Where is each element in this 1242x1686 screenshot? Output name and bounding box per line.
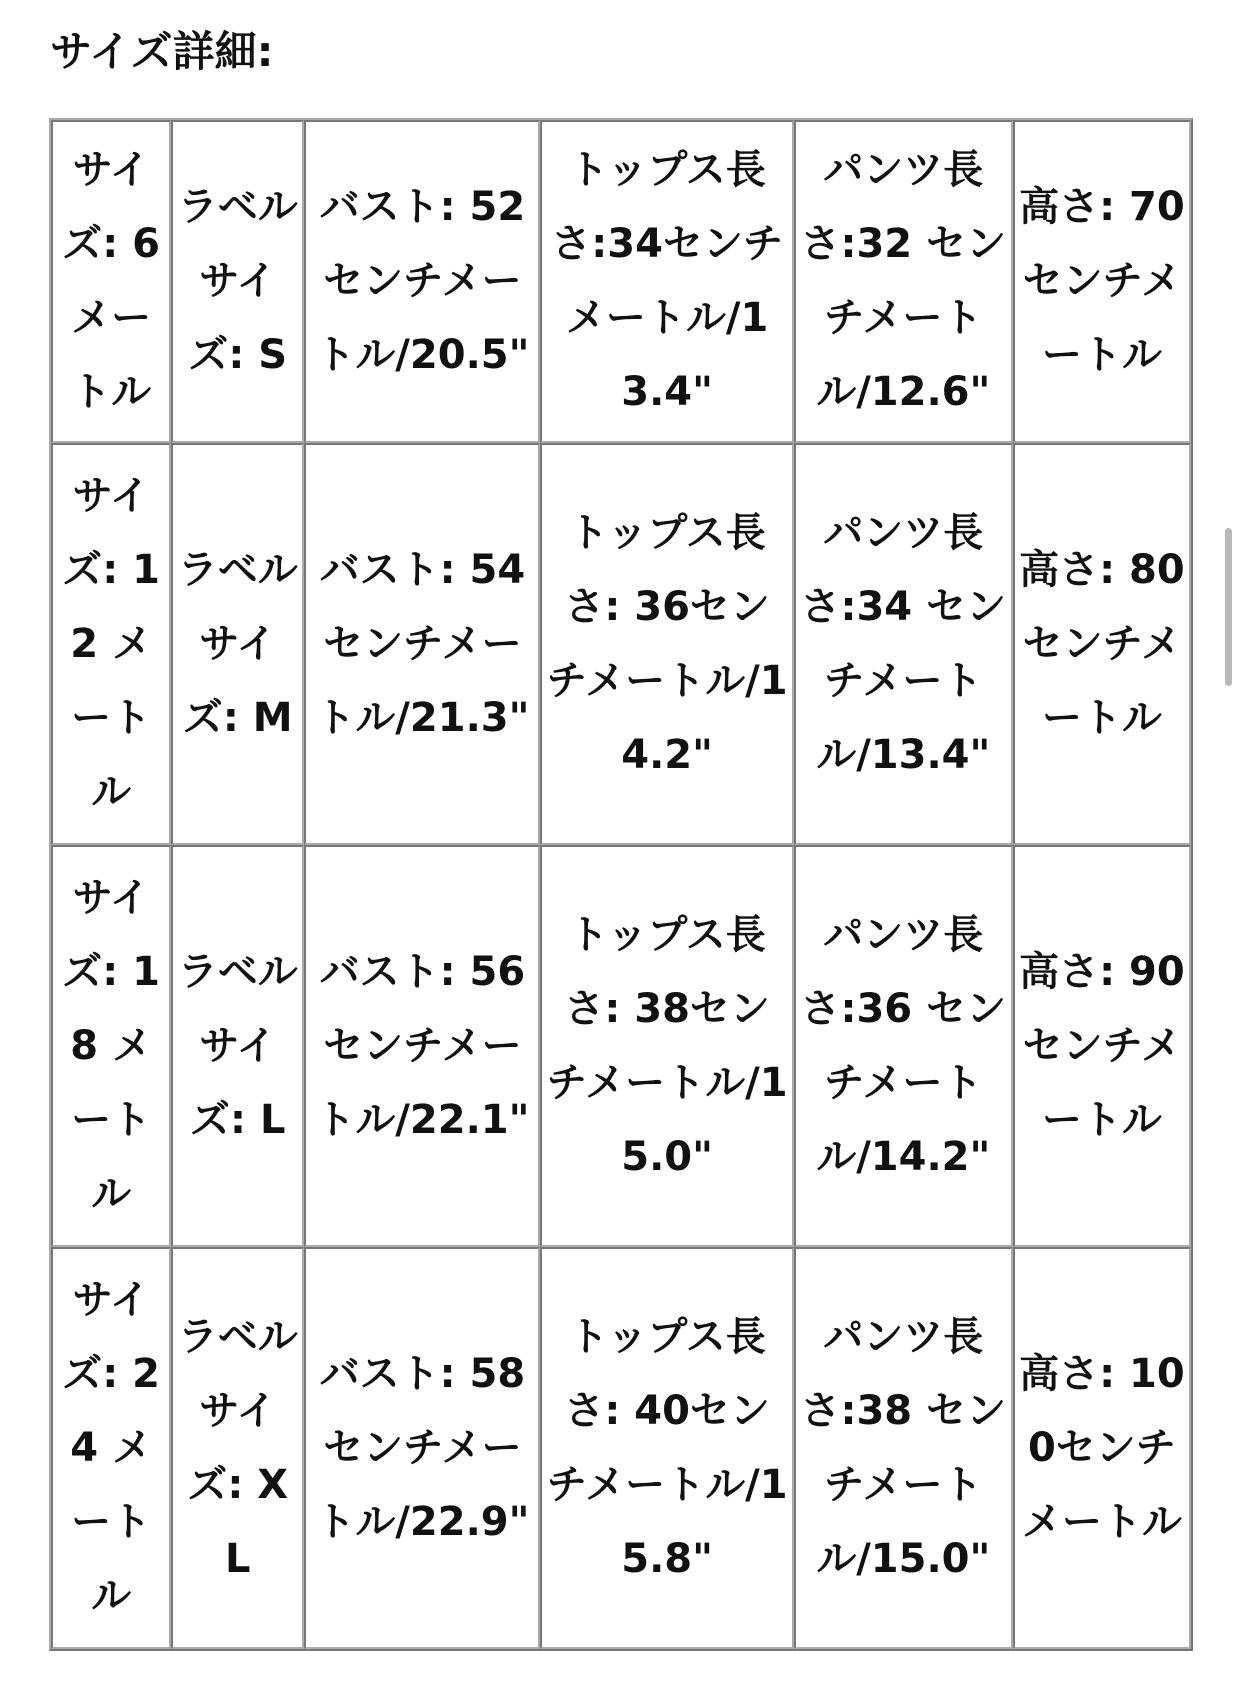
- height-cell: 高さ: 90 センチメートル: [1013, 845, 1191, 1247]
- table-row: [51, 120, 1191, 443]
- label-size-cell: ラベルサイズ: XL: [171, 1247, 304, 1649]
- table-row: [51, 845, 1191, 1247]
- tops-length-cell: トップス長さ: 36センチメートル/14.2": [540, 443, 793, 845]
- bust-cell: バスト: 54 センチメートル/21.3": [304, 443, 540, 845]
- size-cell: サイズ: 6 メートル: [51, 120, 171, 443]
- tops-length-cell: トップス長さ: 38センチメートル/15.0": [540, 845, 793, 1247]
- label-size-cell: ラベルサイズ: M: [171, 443, 304, 845]
- table-row: [51, 1247, 1191, 1649]
- height-cell: 高さ: 80 センチメートル: [1013, 443, 1191, 845]
- label-size-cell: ラベルサイズ: L: [171, 845, 304, 1247]
- bust-cell: バスト: 52 センチメートル/20.5": [304, 120, 540, 443]
- pants-length-cell: パンツ長さ:32 センチメートル/12.6": [794, 120, 1013, 443]
- tops-length-cell: トップス長さ: 40センチメートル/15.8": [540, 1247, 793, 1649]
- height-cell: 高さ: 70 センチメートル: [1013, 120, 1191, 443]
- bust-cell: バスト: 58 センチメートル/22.9": [304, 1247, 540, 1649]
- pants-length-cell: パンツ長さ:34 センチメートル/13.4": [794, 443, 1013, 845]
- pants-length-cell: パンツ長さ:38 センチメートル/15.0": [794, 1247, 1013, 1649]
- tops-length-cell: トップス長さ:34センチメートル/13.4": [540, 120, 793, 443]
- pants-length-cell: パンツ長さ:36 センチメートル/14.2": [794, 845, 1013, 1247]
- size-cell: サイズ: 12 メートル: [51, 443, 171, 845]
- height-cell: 高さ: 100センチメートル: [1013, 1247, 1191, 1649]
- page-title: サイズ詳細:: [50, 27, 274, 76]
- label-size-cell: ラベルサイズ: S: [171, 120, 304, 443]
- size-cell: サイズ: 24 メートル: [51, 1247, 171, 1649]
- table-row: [51, 443, 1191, 845]
- bust-cell: バスト: 56 センチメートル/22.1": [304, 845, 540, 1247]
- size-table: [49, 118, 1193, 1651]
- vertical-scrollbar[interactable]: [1225, 528, 1232, 686]
- size-cell: サイズ: 18 メートル: [51, 845, 171, 1247]
